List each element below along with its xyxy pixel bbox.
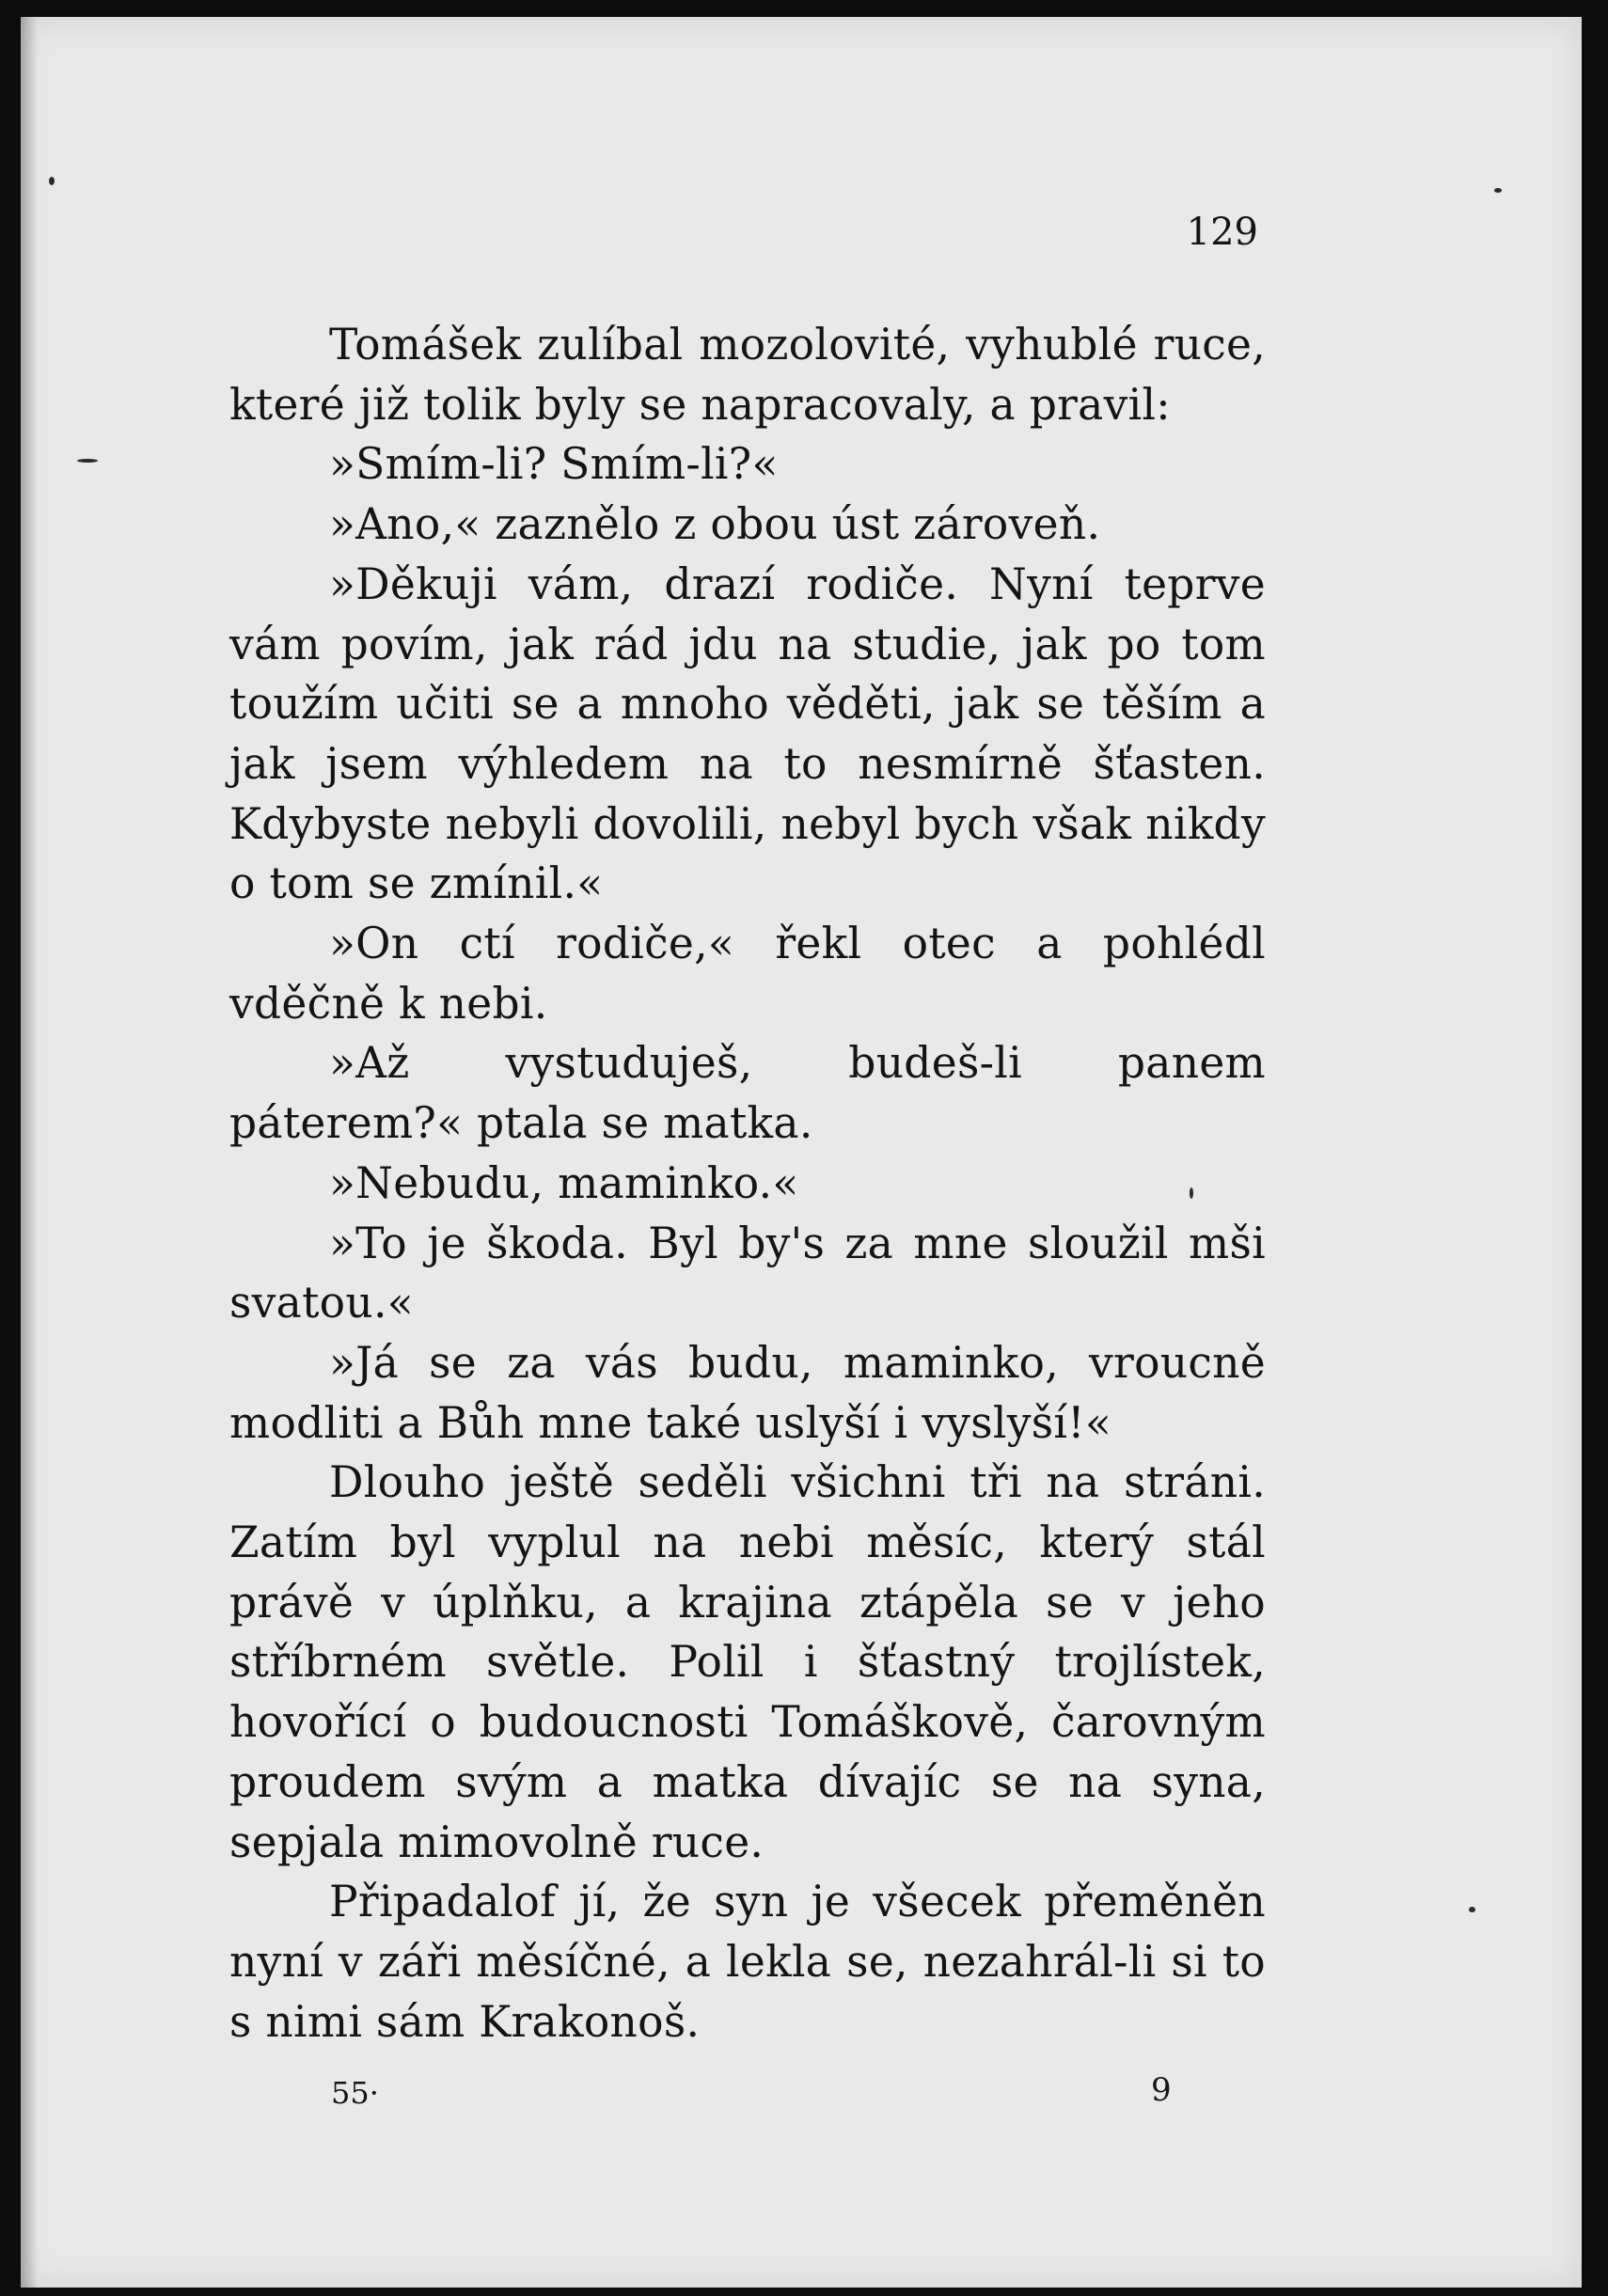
paragraph: »On ctí rodiče,« řekl otec a pohlédl vděčně k nebi. — [229, 919, 1266, 1029]
dust-speck — [49, 177, 55, 185]
paragraph: »Až vystuduješ, budeš-li panem páterem?« ptala se matka. — [229, 1038, 1266, 1149]
dust-speck — [77, 459, 98, 463]
dust-speck — [1469, 1907, 1475, 1912]
paragraph: Dlouho ještě seděli všichni tři na stráni. Zatím byl vyplul na nebi měsíc, který stál právě v úplňku, a krajina ztápěla se v jeho stříbrném světle. Polil i šťastný trojlístek, hovořící o budoucnosti Tomáškově, čarovným proudem svým a matka dívajíc se na syna, sepjala mimovolně ruce. — [229, 1457, 1266, 1867]
paragraph: »Nebudu, maminko.« — [329, 1157, 799, 1208]
signature-mark: 55· — [331, 2075, 379, 2111]
page-number: 129 — [1186, 211, 1258, 254]
dust-speck — [1494, 188, 1502, 193]
paragraph: »To je škoda. Byl by's za mne sloužil mši svatou.« — [229, 1218, 1266, 1329]
paragraph: »Smím-li? Smím-li?« — [329, 439, 779, 490]
sheet-number: 9 — [1151, 2071, 1172, 2109]
paragraph: Připadalof jí, že syn je všecek přeměněn nyní v záři měsíčné, a lekla se, nezahrál-li si to s nimi sám Krakonoš. — [229, 1877, 1266, 2047]
paragraph: »Děkuji vám, drazí rodiče. Nyní teprve vám povím, jak rád jdu na studie, jak po tom toužím učiti se a mnoho věděti, jak se těším a jak jsem výhledem na to nesmírně šťasten. Kdybyste nebyli dovolili, nebyl bych však nikdy o tom se zmínil.« — [229, 558, 1266, 909]
paragraph: Tomášek zulíbal mozolovité, vyhublé ruce, které již tolik byly se napracovaly, a pravil: — [229, 320, 1266, 430]
body-text — [229, 315, 1266, 2052]
paragraph: »Já se za vás budu, maminko, vroucně modliti a Bůh mne také uslyší i vyslyší!« — [229, 1337, 1266, 1448]
paragraph: »Ano,« zaznělo z obou úst zároveň. — [329, 499, 1101, 550]
